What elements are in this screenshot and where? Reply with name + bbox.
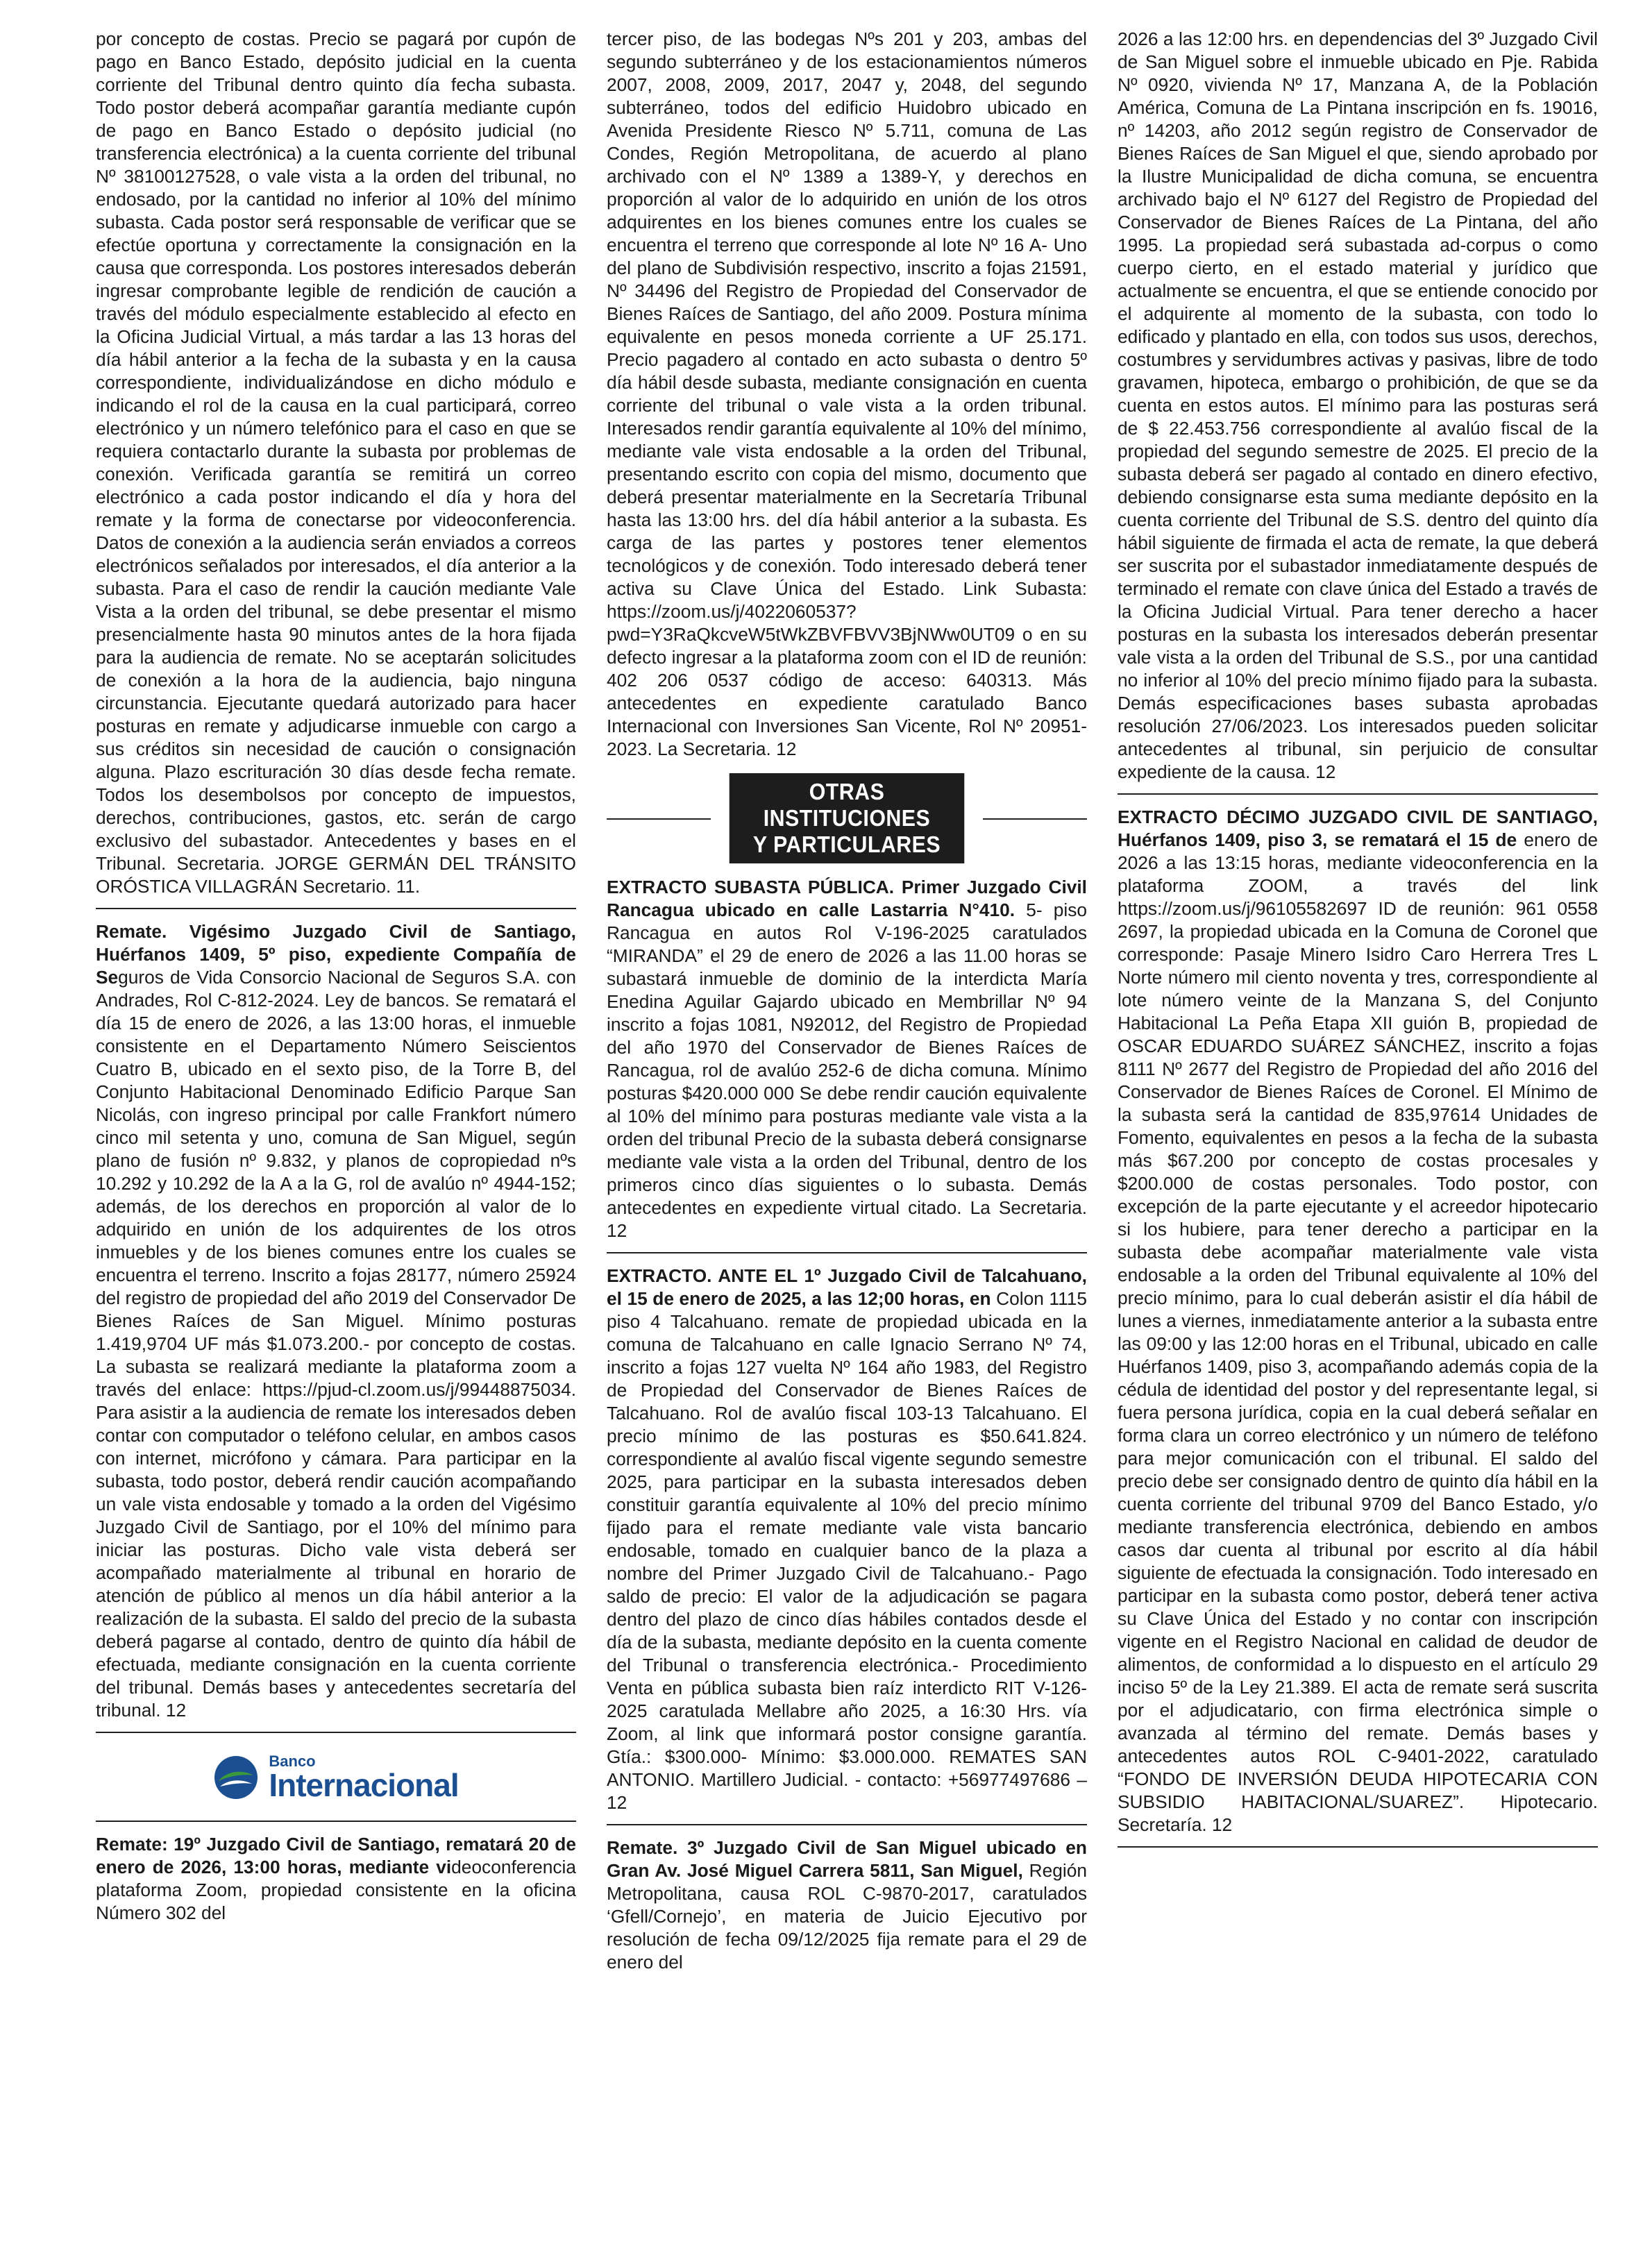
divider [607,1824,1087,1825]
notice-heading: Remate. 3º Juzgado Civil de San Miguel ubicado en Gran Av. José Miguel Carrera 5811, San Miguel, [607,1837,1087,1881]
section-heading: OTRAS INSTITUCIONES Y PARTICULARES [730,773,965,863]
column-2 [607,28,1087,2242]
divider [96,1821,576,1822]
notice-continuation: por concepto de costas. Precio se pagará por cupón de pago en Banco Estado, depósito judicial en la cuenta corriente del Tribunal dentro quinto día fecha subasta. Todo postor deberá acompañar garantía mediante cupón de pago en Banco Estado o depósito judicial (no transferencia electrónica) a la cuenta corriente del tribunal Nº 38100127528, o vale vista a la orden del tribunal, no endosado, por la cantidad no inferior al 10% del mínimo subasta. Cada postor será responsable de verificar que se efectúe oportuna y correctamente la consignación en la causa que corresponda. Los postores interesados deberán ingresar comprobante legible de rendición de caución a través del módulo especialmente establecido al efecto en la Oficina Judicial Virtual, a más tardar a las 13 horas del día hábil anterior a la fecha de la subasta y en la causa correspondiente, individualizándose en dicho módulo e indicando el rol de la causa en la cual participará, correo electrónico y un número telefónico para el caso en que se requiera contactarlo durante la subasta por problemas de conexión. Verificada garantía se remitirá un correo electrónico a cada postor indicando el día y hora del remate y la forma de conectarse por videoconferencia. Datos de conexión a la audiencia serán enviados a correos electrónicos señalados por interesados, el día anterior a la subasta. Para el caso de rendir la caución mediante Vale Vista a la orden del tribunal, se debe presentar el mismo presencialmente hasta 90 minutos antes de la hora fijada para la audiencia de remate. No se aceptarán solicitudes de conexión a la hora de la audiencia, bajo ninguna circunstancia. Ejecutante quedará autorizado para hacer posturas en remate y adjudicarse inmueble con cargo a sus créditos sin necesidad de caución o consignación alguna. Plazo escrituración 30 días desde fecha remate. Todos los desembolsos por concepto de impuestos, derechos, contribuciones, gastos, etc. serán de cargo exclusivo del subastador. Antecedentes y bases en el Tribunal. Secretaria. JORGE GERMÁN DEL TRÁNSITO ORÓSTICA VILLAGRÁN Secretario. 11. [96,28,576,897]
notice-talcahuano: EXTRACTO. ANTE EL 1º Juzgado Civil de Talcahuano, el 15 de enero de 2025, a las 12;00 horas, en Colon 1115 piso 4 Talcahuano. remate de propiedad ubicada en la comuna de Talcahuano en calle Ignacio Serrano Nº 74, inscrito a fojas 127 vuelta Nº 164 año 1983, del Registro de Propiedad del Conservador de Bienes Raíces de Talcahuano. Rol de avalúo fiscal 103-13 Talcahuano. El precio mínimo de las posturas es $50.641.824. correspondiente al avalúo fiscal vigente segundo semestre 2025, para participar en la subasta interesados deben constituir garantía equivalente al 10% del precio mínimo fijado para el remate mediante vale vista bancario endosable, tomado en cualquier banco de la plaza a nombre del Primer Juzgado Civil de Talcahuano.- Pago saldo de precio: El valor de la adjudicación se pagara dentro del plazo de cinco días hábiles contados desde el día de la subasta, mediante depósito en la cuenta comente del Tribunal o transferencia electrónica.- Procedimiento Venta en pública subasta bien raíz interdicto RIT V-126-2025 caratulada Mellabre año 2025, a 16:30 Hrs. vía Zoom, al link que informará postor consigne garantía. Gtía.: $300.000- Mínimo: $3.000.000. REMATES SAN ANTONIO. Martillero Judicial. - contacto: +56977497686 – 12 [607,1265,1087,1813]
notice-remate-vigesimo: Remate. Vigésimo Juzgado Civil de Santiago, Huérfanos 1409, 5º piso, expediente Compañía de Seguros de Vida Consorcio Nacional de Seguros S.A. con Andrades, Rol C-812-2024. Ley de bancos. Se rematará el día 15 de enero de 2026, a las 13:00 horas, el inmueble consistente en el Departamento Número Seiscientos Cuatro B, ubicado en el sexto piso, de la Torre B, del Conjunto Habitacional Denominado Edificio Parque San Nicolás, con ingreso principal por calle Frankfort número cinco mil setenta y uno, comuna de San Miguel, según plano de fusión nº 9.832, y planos de copropiedad nºs 10.292 y 10.292 de la A a la G, rol de avalúo nº 4944-152; además, de los derechos en proporción al valor de lo adquirido en unión de los adquirentes de los otros inmuebles y de los bienes comunes entre los cuales se encuentra el terreno. Inscrito a fojas 28177, número 25924 del registro de propiedad del año 2019 del Conservador De Bienes Raíces de San Miguel. Mínimo posturas 1.419,9704 UF más $1.073.200.- por concepto de costas. La subasta se realizará mediante la plataforma zoom a través del enlace: https://pjud-cl.zoom.us/j/99448875034. Para asistir a la audiencia de remate los interesados deben contar con computador o teléfono celular, en ambos casos con internet, micrófono y cámara. Para participar en la subasta, todo postor, deberá rendir caución acompañando un vale vista endosable y tomado a la orden del Vigésimo Juzgado Civil de Santiago, por el 10% del mínimo para iniciar las posturas. Dicho vale vista deberá ser acompañado materialmente al tribunal en horario de atención de público al menos un día hábil anterior a la realización de la subasta. El saldo del precio de la subasta deberá pagarse al contado, dentro de quinto día hábil de efectuada, mediante consignación en la cuenta corriente del tribunal. Demás bases y antecedentes secretaría del tribunal. 12 [96,921,576,1721]
notice-heading: Remate. Vigésimo Juzgado Civil de Santiago, Huérfanos 1409, 5º piso, expediente Compañía de Se [96,921,576,988]
notice-continuation: tercer piso, de las bodegas Nºs 201 y 203, ambas del segundo subterráneo y de los estacionamientos números 2007, 2008, 2009, 2017, 2047 y, 2048, del segundo subterráneo, todos del edificio Huidobro ubicado en Avenida Presidente Riesco Nº 5.711, comuna de Las Condes, Región Metropolitana, de acuerdo al plano archivado con el Nº 1389 a 1389-Y, y derechos en proporción al valor de lo adquirido en unión de los otros adquirentes en los bienes comunes entre los cuales se encuentra el terreno que corresponde al lote Nº 16 A- Uno del plano de Subdivisión respectivo, inscrito a fojas 21591, Nº 34496 del Registro de Propiedad del Conservador de Bienes Raíces de Santiago, del año 2009. Postura mínima equivalente en pesos moneda corriente a UF 25.171. Precio pagadero al contado en acto subasta o dentro 5º día hábil desde subasta, mediante consignación en cuenta corriente del tribunal o vale vista a la orden tribunal. Interesados rendir garantía equivalente al 10% del mínimo, mediante vale vista endosable a la orden del Tribunal, presentando escrito con copia del mismo, documento que deberá presentar materialmente en la Secretaría Tribunal hasta las 13:00 hrs. del día hábil anterior a la subasta. Es carga de las partes y postores tener elementos tecnológicos y de conexión. Todo interesado deberá tener activa su Clave Única del Estado. Link Subasta: https://zoom.us/j/4022060537?pwd=Y3RaQkcveW5tWkZBVFBVV3BjNWw0UT09 o en su defecto ingresar a la plataforma zoom con el ID de reunión: 402 206 0537 código de acceso: 640313. Más antecedentes en expediente caratulado Banco Internacional con Inversiones San Vicente, Rol Nº 20951-2023. La Secretaria. 12 [607,28,1087,759]
notice-remate-19: Remate: 19º Juzgado Civil de Santiago, rematará 20 de enero de 2026, 13:00 horas, mediante videoconferencia plataforma Zoom, propiedad consistente en la oficina Número 302 del [96,1834,576,1923]
notice-rancagua: EXTRACTO SUBASTA PÚBLICA. Primer Juzgado Civil Rancagua ubicado en calle Lastarria N°410. 5- piso Rancagua en autos Rol V-196-2025 caratulados “MIRANDA” el 29 de enero de 2026 a las 11.00 horas se subastará inmueble de dominio de la interdicta María Enedina Aguilar Gajardo ubicado en Membrillar Nº 94 inscrito a fojas 1081, N92012, del Registro de Propiedad del año 1970 del Conservador de Bienes Raíces de Rancagua, rol de avalúo 252-6 de dicha comuna. Mínimo posturas $420.000 000 Se debe rendir caución equivalente al 10% del mínimo para posturas mediante vale vista a la orden del tribunal Precio de la subasta deberá consignarse mediante vale vista a la orden del Tribunal, dentro de los primeros cinco días siguientes o lo subasta. Demás antecedentes en expediente virtual citado. La Secretaria. 12 [607,877,1087,1241]
logo-small-text: Banco [269,1753,316,1770]
newspaper-page [96,28,1598,2242]
notice-heading: Remate: 19º Juzgado Civil de Santiago, rematará 20 de enero de 2026, 13:00 horas, mediante vi [96,1834,576,1877]
bank-logo [96,1744,576,1811]
banco-internacional-logo-icon [213,1755,259,1800]
column-3 [1118,28,1598,2242]
divider [1118,793,1598,795]
column-1 [96,28,576,2242]
divider [96,908,576,909]
logo-big-text: Internacional [269,1767,459,1803]
notice-heading: EXTRACTO DÉCIMO JUZGADO CIVIL DE SANTIAGO, Huérfanos 1409, piso 3, se rematará el 15 de [1118,806,1598,850]
notice-heading: EXTRACTO SUBASTA PÚBLICA. Primer Juzgado Civil Rancagua ubicado en calle Lastarria N°410. [607,877,1087,920]
divider [1118,1846,1598,1848]
notice-continuation: 2026 a las 12:00 hrs. en dependencias del 3º Juzgado Civil de San Miguel sobre el inmueble ubicado en Pje. Rabida Nº 0920, vivienda Nº 17, Manzana A, de la Población América, Comuna de La Pintana inscripción en fs. 19016, nº 14203, año 2012 según registro de Conservador de Bienes Raíces de San Miguel el que, siendo aprobado por la Ilustre Municipalidad de dicha comuna, se encuentra archivado bajo el Nº 6127 del Registro de Propiedad del Conservador de Bienes Raíces de La Pintana, del año 1995. La propiedad será subastada ad-corpus o como cuerpo cierto, en el estado material y jurídico que actualmente se encuentra, el que se entiende conocido por el adquirente al momento de la subasta, con todo lo edificado y plantado en ella, con todos sus usos, derechos, costumbres y servidumbres activas y pasivas, libre de todo gravamen, hipoteca, embargo o prohibición, de que se da cuenta en estos autos. El mínimo para las posturas será de $ 22.453.756 correspondiente al avalúo fiscal de la propiedad del segundo semestre de 2025. El precio de la subasta deberá ser pagado al contado en dinero efectivo, debiendo consignarse esta suma mediante depósito en la cuenta corriente del Tribunal de S.S. dentro del quinto día hábil siguiente de firmada el acta de remate, la que deberá ser suscrita por el subastador inmediatamente después de terminado el remate con clave única del Estado a través de la Oficina Judicial Virtual. Para tener derecho a hacer posturas en la subasta los interesados deberán presentar vale vista a la orden del Tribunal de S.S., por una cantidad no inferior al 10% del precio mínimo fijado para la subasta. Demás especificaciones bases subasta aprobadas resolución 27/06/2023. Los interesados pueden solicitar antecedentes al tribunal, sin perjuicio de consultar expediente de la causa. 12 [1118,28,1598,782]
section-heading-box [607,773,1087,863]
notice-heading: EXTRACTO. ANTE EL 1º Juzgado Civil de Talcahuano, el 15 de enero de 2025, a las 12;00 horas, en [607,1265,1087,1309]
divider [96,1732,576,1733]
divider [607,1252,1087,1253]
notice-san-miguel: Remate. 3º Juzgado Civil de San Miguel ubicado en Gran Av. José Miguel Carrera 5811, San Miguel, Región Metropolitana, causa ROL C-9870-2017, caratulados ‘Gfell/Cornejo’, en materia de Juicio Ejecutivo por resolución de fecha 09/12/2025 fija remate para el 29 de enero del [607,1837,1087,1973]
notice-decimo-juzgado: EXTRACTO DÉCIMO JUZGADO CIVIL DE SANTIAGO, Huérfanos 1409, piso 3, se rematará el 15 de enero de 2026 a las 13:15 horas, mediante videoconferencia en la plataforma ZOOM, a través del link https://zoom.us/j/96105582697 ID de reunión: 961 0558 2697, la propiedad ubicada en la Comuna de Coronel que corresponde: Pasaje Minero Isidro Caro Herrera Tres L Norte número mil ciento noventa y tres, correspondiente al lote número veinte de la Manzana S, del Conjunto Habitacional La Peña Etapa XII guión B, propiedad de OSCAR EDUARDO SUÁREZ SÁNCHEZ, inscrito a fojas 8111 Nº 2677 del Registro de Propiedad del año 2016 del Conservador de Bienes Raíces de Coronel. El Mínimo de la subasta será la cantidad de 835,97614 Unidades de Fomento, equivalentes en pesos a la fecha de la subasta más $67.200 por concepto de costas procesales y $200.000 de costas personales. Todo postor, con excepción de la parte ejecutante y el acreedor hipotecario si los hubiere, para tener derecho a participar en la subasta debe acompañar materialmente vale vista endosable a la orden del Tribunal equivalente al 10% del precio mínimo, para lo cual deberán asistir el día hábil de lunes a viernes, inmediatamente anterior a la subasta entre las 09:00 y las 12:00 horas en el Tribunal, ubicado en calle Huérfanos 1409, piso 3, acompañando además copia de la cédula de identidad del postor y del representante legal, si fuera persona jurídica, copia en la cual deberá señalar en forma clara un correo electrónico y un número de teléfono para mejor comunicación con el tribunal. El saldo del precio debe ser consignado dentro de quinto día hábil en la cuenta corriente del tribunal 9709 del Banco Estado, y/o mediante transferencia electrónica, debiendo en ambos casos dar cuenta al tribunal por escrito al día hábil siguiente de efectuada la consignación. Todo interesado en participar en la subasta como postor, deberá tener activa su Clave Única del Estado y no contar con inscripción vigente en el Registro Nacional en calidad de deudor de alimentos, de conformidad a lo dispuesto en el artículo 29 inciso 5º de la Ley 21.389. El acta de remate será suscrita por el adjudicatario, con firma electrónica simple o avanzada al término del remate. Demás bases y antecedentes autos ROL C-9401-2022, caratulado “FONDO DE INVERSIÓN DEUDA HIPOTECARIA CON SUBSIDIO HABITACIONAL/SUAREZ”. Hipotecario. Secretaría. 12 [1118,806,1598,1835]
